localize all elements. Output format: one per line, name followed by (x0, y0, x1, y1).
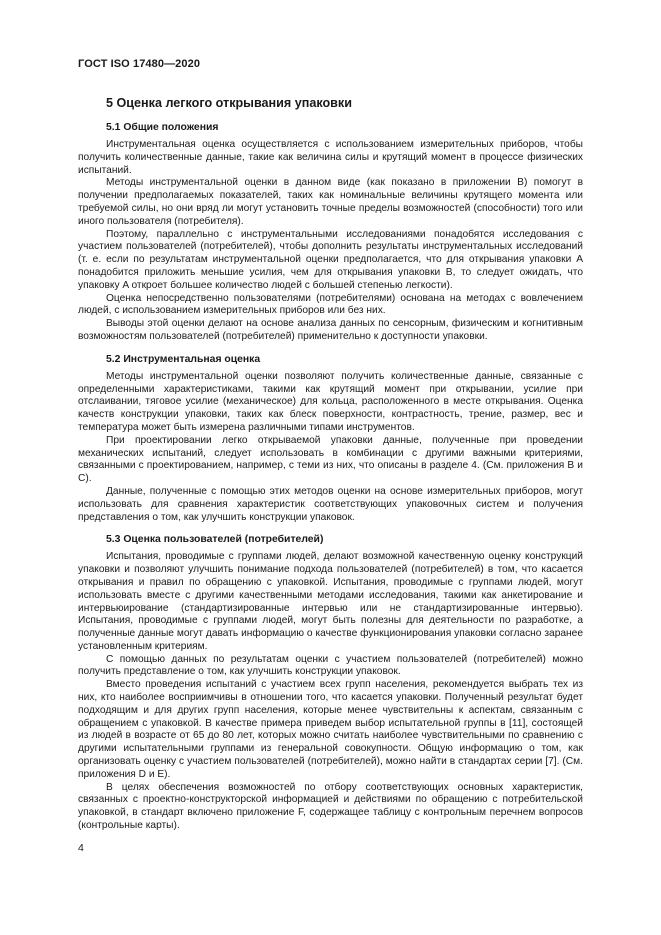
paragraph: Выводы этой оценки делают на основе анализа данных по сенсорным, физическим и когнитивным возможностям пользователей (потребителей) применительно к доступности упаковки. (78, 318, 583, 342)
paragraph: Оценка непосредственно пользователями (потребителями) основана на методах с вовлечением людей, с использованием измерительных приборов или без них. (78, 292, 583, 317)
paragraph: Вместо проведения испытаний с участием всех групп населения, рекомендуется выбрать тех из них, кто наиболее восприимчивы в отношении того, что касается упаковки. Полученный результат будет подходящим и для других групп населения, которые менее чувствительны к аспектам, связанным с обращением с упаковкой. В качестве примера приведем выбор испытательной группы в [11], состоящей из людей в возрасте от 65 до 80 лет, которых можно считать наиболее чувствительными по сравнению с другими испытательными группами из генеральной совокупности. Общую информацию о том, как организовать оценку с участием пользователей (потребителей), можно найти в стандартах серии [7]. (См. приложения D и E). (78, 679, 583, 780)
paragraph: С помощью данных по результатам оценки с участием пользователей (потребителей) можно получить представление о том, как улучшить конструкции упаковок. (78, 653, 583, 678)
document-code-header: ГОСТ ISO 17480—2020 (78, 58, 201, 70)
subsection-title-5-2: 5.2 Инструментальная оценка (106, 353, 261, 365)
paragraph: В целях обеспечения возможностей по отбору соответствующих основных характеристик, связанных с проектно-конструкторской информацией и действиями по обращению с потребительской упаковкой, в стандарт включено приложение F, содержащее таблицу с контрольным перечнем вопросов (контрольные карты). (78, 781, 583, 832)
page-content (78, 96, 583, 833)
section-title: 5 Оценка легкого открывания упаковки (106, 96, 352, 110)
paragraph: Данные, полученные с помощью этих методов оценки на основе измерительных приборов, могут использовать для сравнения характеристик соответствующих упаковочных систем и получения представления о том, как улучшить конструкции упаковок. (78, 485, 583, 523)
subsection-title-5-1: 5.1 Общие положения (106, 122, 219, 133)
paragraph: Методы инструментальной оценки позволяют получить количественные данные, связанные с определенными характеристиками, такими как крутящий момент при открывании, усилие при отслаивании, тяговое усилие (механическое) для кольца, расположенного в месте открывания. Оценка качеств конструкции упаковки, таких как блеск поверхности, контрастность, трение, размер, вес и температура может быть измерена различными типами инструментов. (78, 370, 583, 433)
paragraph: Инструментальная оценка осуществляется с использованием измерительных приборов, чтобы получить количественные данные, такие как величина силы и крутящий момент в процессе физических испытаний. (78, 139, 583, 176)
subsection-title-5-3: 5.3 Оценка пользователей (потребителей) (106, 534, 324, 546)
paragraph: При проектировании легко открываемой упаковки данные, полученные при проведении механических испытаний, следует использовать в комбинации с другими важными критериями, связанными с проектированием, например, с теми из них, что описаны в разделе 4. (См. приложения B и C). (78, 434, 583, 485)
paragraph: Поэтому, параллельно с инструментальными исследованиями понадобятся исследования с участием пользователей (потребителей), чтобы дополнить результаты инструментальных исследований (т. е. если по результатам инструментальной оценки предполагается, что для открывания упаковки A понадобится приложить меньшие усилия, чем для открывания упаковки B, то следует ожидать, что упаковку A откроет большее количество людей с большей степенью легкости). (78, 228, 583, 291)
page-number: 4 (78, 842, 84, 854)
paragraph: Методы инструментальной оценки в данном виде (как показано в приложении B) помогут в получении предполагаемых показателей, таких как номинальные величины крутящего момента или требуемой силы, но они вряд ли могут установить точные пределы возможностей (способности) того или иного пользователя (потребителя). (78, 177, 583, 227)
paragraph: Испытания, проводимые с группами людей, делают возможной качественную оценку конструкций упаковки и позволяют улучшить понимание подхода пользователей (потребителей) в том, что касается открывания и правил по обращению с упаковкой. Испытания, проводимые с группами людей, могут использовать вместе с другими качественными методами исследования, такими как анкетирование и интервьюирование (стандартизированные интервью или не стандартизированные интервью). Испытания, проводимые с группами людей, могут быть полезны для деятельности по разработке, а полученные данные могут давать информацию о качестве функционирования упаковки согласно заранее установленным критериям. (78, 551, 583, 652)
